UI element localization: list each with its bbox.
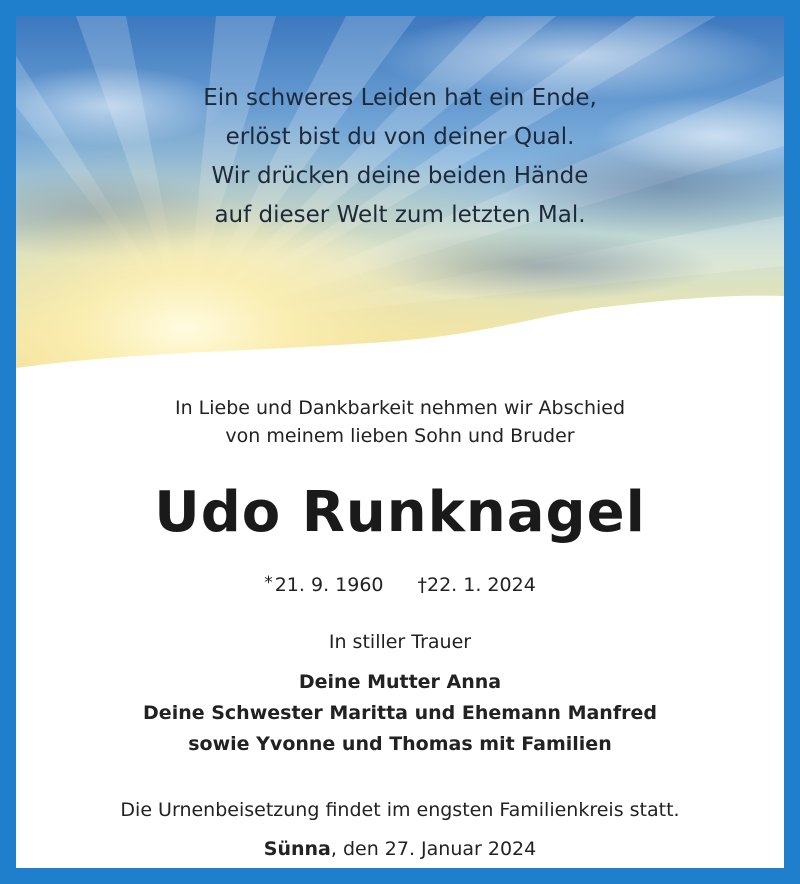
birth-date-group [264, 569, 383, 599]
notice-date: , den 27. Januar 2024 [330, 838, 537, 860]
place-and-date [16, 835, 784, 863]
farewell-intro [16, 394, 784, 450]
death-cross-icon: † [417, 574, 427, 596]
burial-notice: Die Urnenbeisetzung findet im engsten Familienkreis statt. [120, 799, 680, 821]
intro-line: In Liebe und Dankbarkeit nehmen wir Abschied [174, 397, 626, 419]
birth-date: 21. 9. 1960 [274, 574, 384, 596]
mourner-line: Deine Mutter Anna [298, 671, 502, 693]
poem-line: Wir drücken deine beiden Hände [211, 163, 589, 189]
mourning-heading: In stiller Trauer [328, 631, 472, 653]
intro-line: von meinem lieben Sohn und Bruder [225, 425, 575, 447]
poem-line: auf dieser Welt zum letzten Mal. [214, 202, 586, 228]
poem-line: Ein schweres Leiden hat ein Ende, [203, 85, 597, 111]
mourner-line: Deine Schwester Maritta und Ehemann Manfred [143, 702, 657, 724]
death-date: 22. 1. 2024 [427, 574, 536, 596]
life-dates [16, 569, 784, 599]
deceased-name: Udo Runknagel [154, 480, 646, 545]
death-date-group [418, 571, 536, 599]
mourners-list [16, 667, 784, 760]
mourner-line: sowie Yvonne und Thomas mit Familien [188, 733, 612, 755]
birth-star-icon: * [264, 573, 273, 593]
poem-verse [16, 79, 784, 235]
place-name: Sünna [263, 838, 331, 860]
poem-line: erlöst bist du von deiner Qual. [225, 124, 575, 150]
